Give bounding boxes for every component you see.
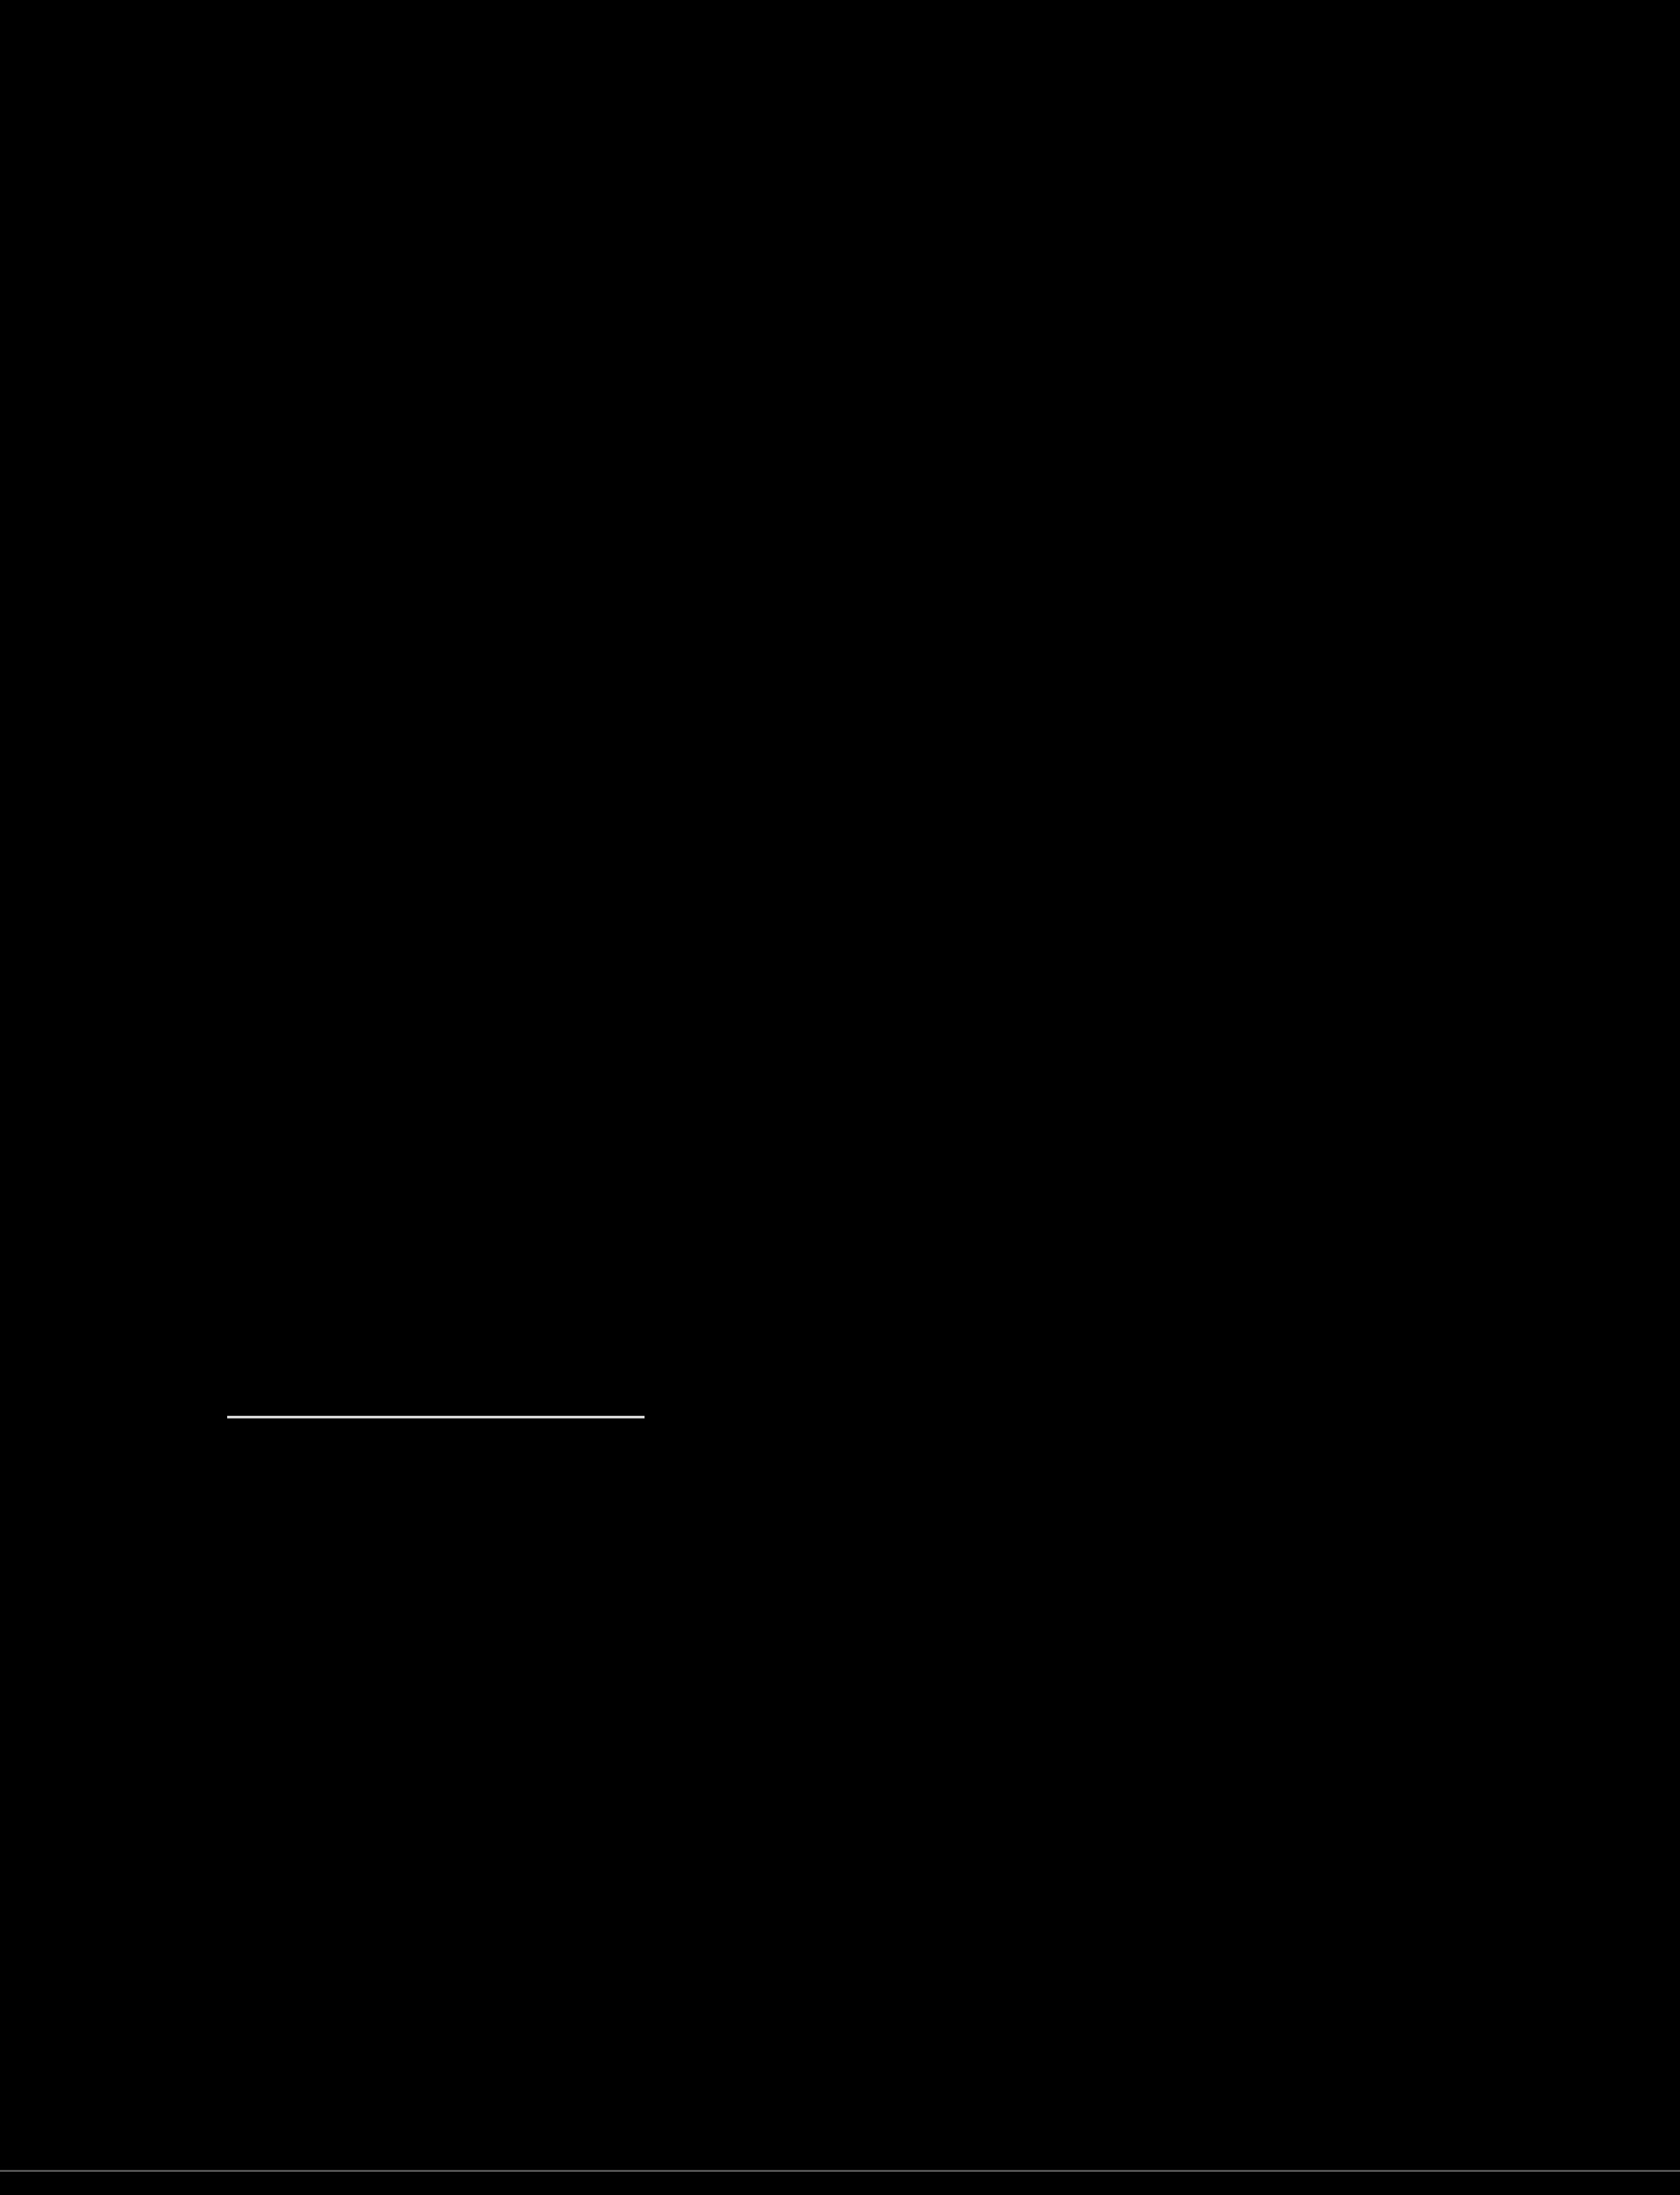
footnote-separator xyxy=(227,1416,645,1418)
scan-edge-line xyxy=(0,2170,1680,2172)
